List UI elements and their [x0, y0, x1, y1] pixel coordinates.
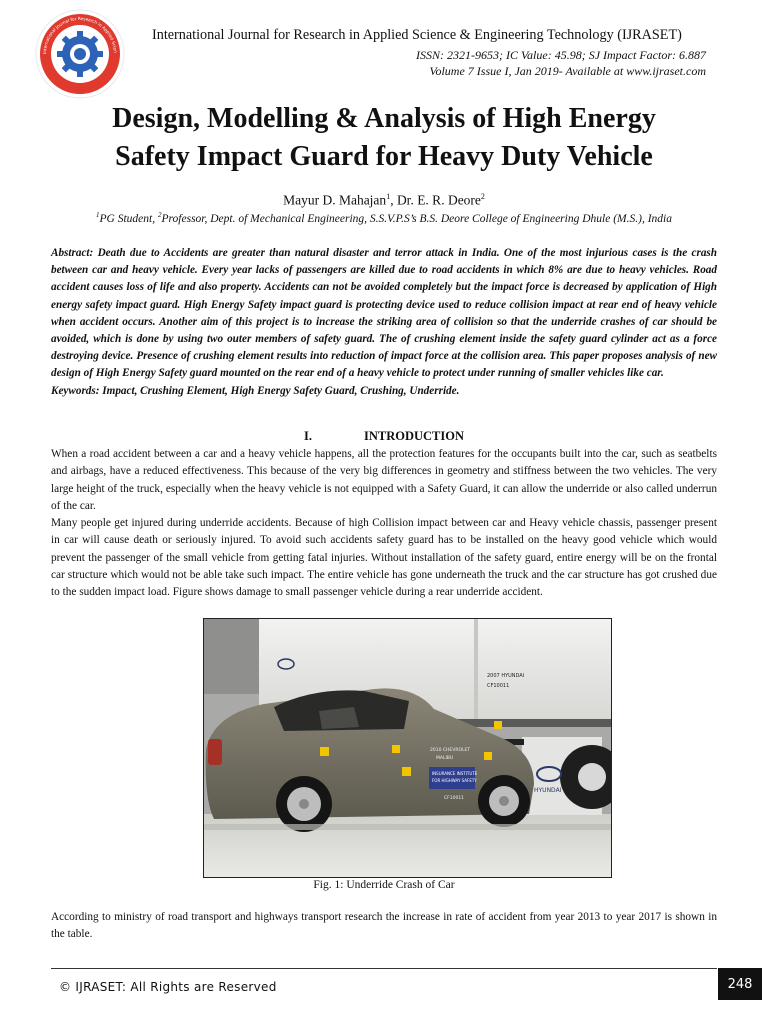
page-number: 248 [718, 968, 762, 1000]
intro-paragraph-2: Many people get injured during underride accidents. Because of high Collision impact between car and Heavy vehicle chassis, passenger present in car will cause death or seriously injured. To avoid such accidents safety guard has to be installed on the heavy good vehicle which would prevent the passenger of the small vehicle from getting fatal injuries. Without installation of the safety guard, entire energy will be on the frontal car structure which would not be able take such impact. The entire vehicle has gone underneath the truck and the car structure has got crushed due to the sudden impact load. Figure shows damage to small passenger vehicle during a rear underride accident. [51, 517, 717, 599]
introduction-body [51, 446, 717, 602]
author-2-sup: 2 [480, 192, 485, 201]
trailer-code: CF10011 [487, 683, 510, 689]
iihs-line-1: INSURANCE INSTITUTE [432, 771, 478, 776]
affil-sup-2: 2 [157, 211, 162, 219]
author-1-sup: 1 [386, 192, 391, 201]
title-line-1: Design, Modelling & Analysis of High Energy [112, 103, 656, 134]
iihs-line-2: FOR HIGHWAY SAFETY [432, 778, 477, 783]
copyright-notice: © IJRASET: All Rights are Reserved [59, 980, 277, 994]
author-list [40, 192, 728, 209]
car-label-2: MALIBU [436, 756, 454, 761]
author-2: Dr. E. R. Deore [396, 192, 481, 208]
section-title: INTRODUCTION [363, 429, 464, 443]
author-1: Mayur D. Mahajan [283, 192, 387, 208]
footer-divider [51, 968, 717, 969]
journal-name: International Journal for Research in Applied Science & Engineering Technology (IJRASET) [152, 27, 682, 43]
trailer-label: 2007 HYUNDAI [487, 673, 525, 679]
logo-ring-text: International Journal for Research in Applied Scien [41, 15, 118, 55]
car-code: CF10011 [444, 796, 465, 801]
affiliation [20, 211, 748, 225]
intro-paragraph-1: When a road accident between a car and a heavy vehicle happens, all the protection features for the occupants built into the car, such as seatbelts and airbags, have a reduced effectiveness. This because of the very big differences in geometry and stiffness between the two vehicles. The very large height of the truck, especially when the heavy vehicle is not equipped with a Safety Guard, it can allow the underride or also called underrun of the car. [51, 448, 717, 512]
volume-line: Volume 7 Issue I, Jan 2019- Available at www.ijraset.com [429, 64, 706, 78]
title-line-2: Safety Impact Guard for Heavy Duty Vehicle [115, 141, 653, 172]
car-label-1: 2010 CHEVROLET [430, 748, 471, 753]
crash-photo [203, 618, 612, 878]
journal-logo [34, 8, 126, 100]
issn-line: ISSN: 2321-9653; IC Value: 45.98; SJ Impact Factor: 6.887 [416, 48, 706, 62]
mudflap-brand: HYUNDAI [534, 787, 562, 794]
crash-illustration [204, 619, 611, 877]
paper-title [40, 100, 728, 176]
section-number: I. [303, 429, 312, 443]
keywords: Keywords: Impact, Crushing Element, High Energy Safety Guard, Crushing, Underride. [51, 384, 460, 397]
abstract-text: Abstract: Death due to Accidents are greater than natural disaster and terror attack in India. One of the most injurious cases is the crash between car and heavy vehicle. Every year lacks of passengers are killed due to road accidents in which 8% are due to heavy vehicles. Road accident causes loss of life and also property. Accidents can not be avoided completely but the impact force is decreased by application of High energy safety impact guard. High Energy Safety impact guard is protecting device used to reduce collision impact at rear end of heavy vehicle when accident occurs. Another aim of this project is to increase the striking area of collision so that the underride crashes of car should be avoided, which is done by using two outer members of safety guard. The of crushing element inside the safety guard cylinder act as a force destroying device. Presence of crushing element results into reduction of impact force at the collision area. This paper proposes analysis of new design of High Energy Safety guard mounted on the rear end of a heavy vehicle to protect under running of smaller vehicles like car. [51, 247, 717, 380]
author-separator: , [390, 192, 397, 208]
figure-caption: Fig. 1: Underride Crash of Car [313, 879, 455, 891]
abstract-block [51, 245, 717, 400]
affil-part-1: PG Student, [99, 212, 158, 225]
closing-paragraph: According to ministry of road transport and highways transport research the increase in rate of accident from year 2013 to year 2017 is shown in the table. [51, 911, 717, 941]
affil-part-2: Professor, Dept. of Mechanical Engineering, S.S.V.P.S’s B.S. Deore College of Engineering Dhule (M.S.), India [161, 212, 672, 225]
affil-sup-1: 1 [96, 211, 100, 219]
section-heading [51, 429, 717, 444]
